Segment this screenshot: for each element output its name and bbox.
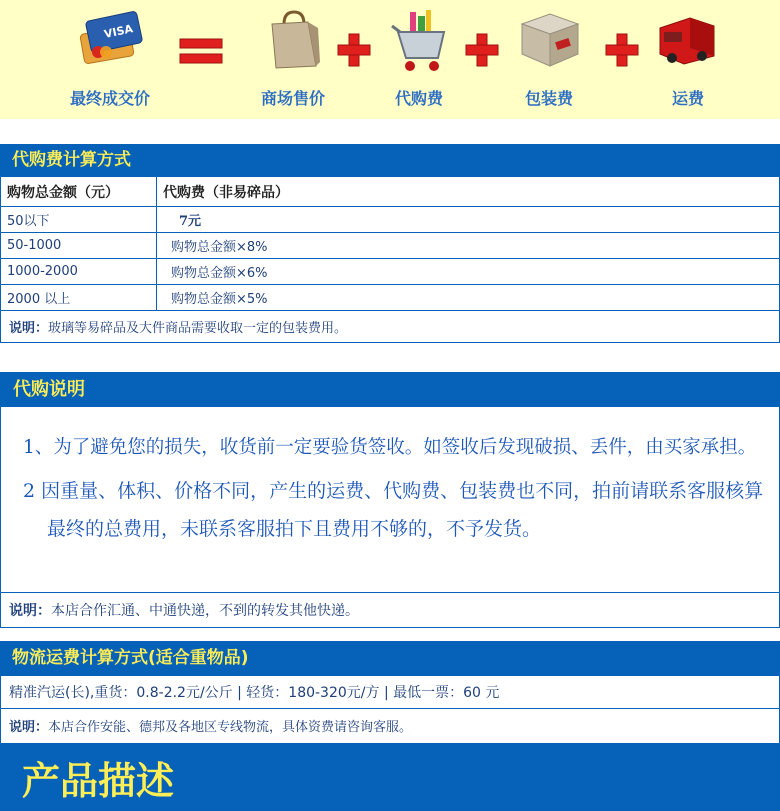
logistics-note [0,708,780,744]
amount-cell: 1000-2000 [1,259,157,285]
fee-cell: 7元 [157,207,780,233]
instruction-line-2: 2 因重量、体积、价格不同，产生的运费、代购费、包装费也不同，拍前请联系客服核算 [23,480,764,502]
table-row [1,259,780,285]
product-description-heading: 产品描述 [22,758,175,803]
purchase-fee-table [0,176,780,343]
purchase-fee-section [0,144,780,343]
banner-label-purchase-fee: 代购费 [394,89,443,108]
note-text: 玻璃等易碎品及大件商品需要收取一定的包装费用。 [48,321,348,336]
table-note-row [1,311,780,343]
instruction-line-1: 1、为了避免您的损失，收货前一定要验货签收。如签收后发现破损、丢件，由买家承担。 [23,437,757,458]
banner-label-store-price: 商场售价 [260,89,325,108]
purchase-instructions-note [0,592,780,628]
equals-icon [178,36,224,70]
fee-cell: 购物总金额×6% [157,259,780,285]
table-row [1,207,780,233]
instruction-line-3: 最终的总费用，未联系客服拍下且费用不够的，不予发货。 [47,518,542,540]
purchase-fee-title: 代购费计算方式 [0,144,780,176]
table-row [1,285,780,311]
shopping-cart-icon [388,8,450,78]
product-description-banner [0,744,780,811]
amount-cell: 2000 以上 [1,285,157,311]
purchase-instructions-section [0,372,780,593]
svg-text:VISA: VISA [102,22,135,41]
banner-label-shipping-fee: 运费 [671,89,704,108]
purchase-instructions-title: 代购说明 [1,373,779,407]
amount-cell: 50以下 [1,207,157,233]
column-header-amount: 购物总金额（元） [1,177,157,207]
plus-icon [464,32,500,72]
shopping-bag-icon [264,8,324,74]
package-box-icon [516,8,582,74]
logistics-rate-row [0,675,780,709]
amount-cell: 50-1000 [1,233,157,259]
note-text: 本店合作汇通、中通快递，不到的转发其他快递。 [51,603,359,619]
banner-label-final-price: 最终成交价 [69,89,150,108]
fee-cell: 购物总金额×8% [157,233,780,259]
note-text: 本店合作安能、德邦及各地区专线物流，具体资费请咨询客服。 [48,720,413,735]
delivery-truck-icon [656,8,720,74]
table-row [1,233,780,259]
note-label: 说明： [9,720,49,735]
fee-cell: 购物总金额×5% [157,285,780,311]
banner-label-packaging-fee: 包装费 [524,89,573,108]
purchase-fee-note [1,311,780,343]
logistics-rate-text: 精准汽运(长),重货：0.8-2.2元/公斤 | 轻货：180-320元/方 | 最低一票：60 元 [9,685,500,701]
note-label: 说明： [9,603,51,619]
price-formula-banner [0,0,780,119]
note-label: 说明： [9,321,49,336]
table-header-row [1,177,780,207]
logistics-section [0,641,780,675]
column-header-fee: 代购费（非易碎品） [157,177,780,207]
plus-icon [604,32,640,72]
plus-icon [336,32,372,72]
credit-card-icon [76,8,146,72]
logistics-title: 物流运费计算方式(适合重物品) [0,641,780,675]
